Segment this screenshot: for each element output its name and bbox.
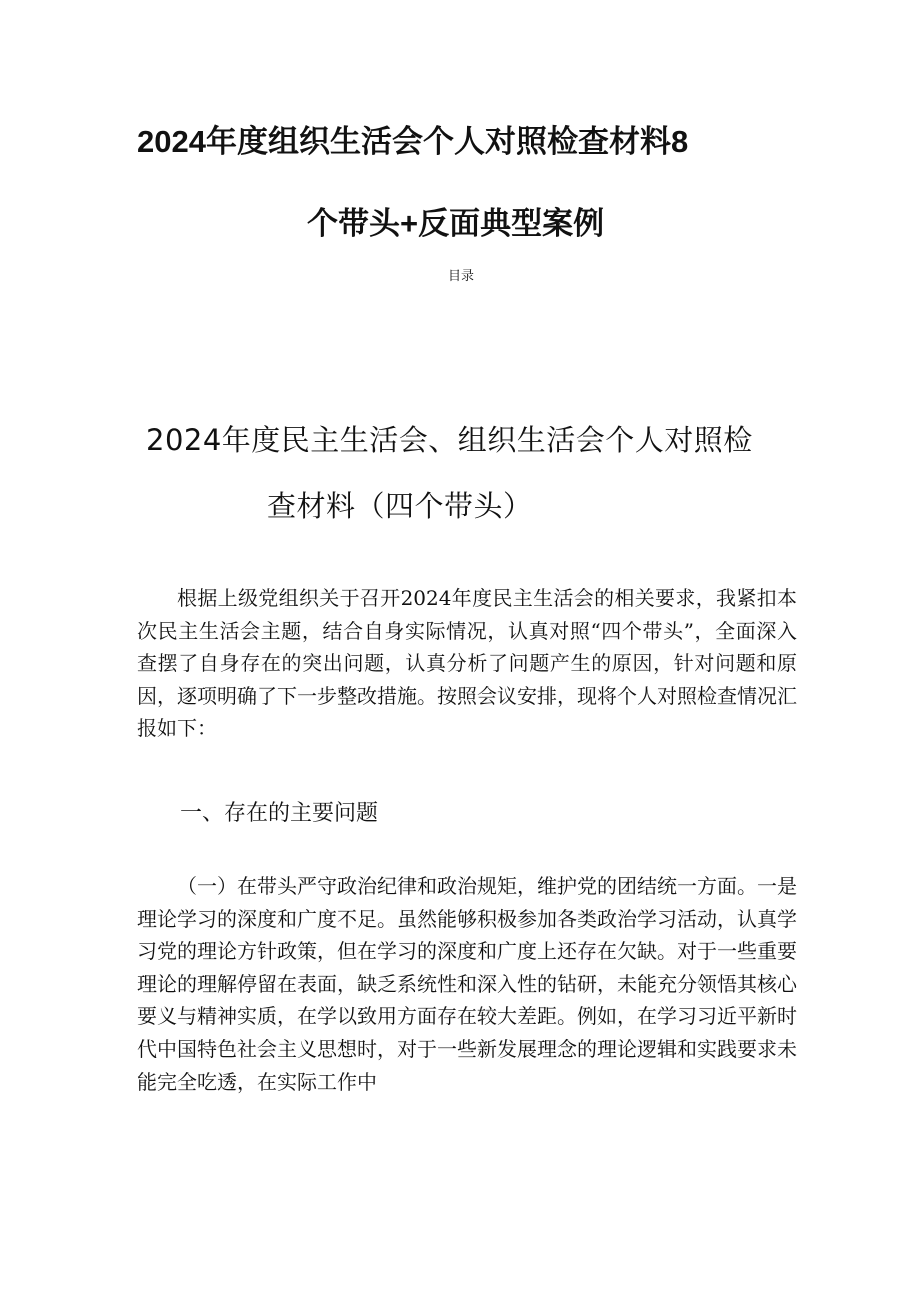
main-title-line-1: 2024年度组织生活会个人对照检查材料8 xyxy=(137,124,689,159)
main-title-line-2: 个带头+反面典型案例 xyxy=(307,206,605,241)
section-heading: 一、存在的主要问题 xyxy=(180,801,379,826)
sub-title-line-2: 查材料（四个带头） xyxy=(267,489,533,523)
sub-title-line-1: 2024年度民主生活会、组织生活会个人对照检 xyxy=(146,423,753,457)
table-of-contents-label: 目录 xyxy=(448,269,475,284)
section-paragraph: （一）在带头严守政治纪律和政治规矩，维护党的团结统一方面。一是理论学习的深度和广度不足。虽然能够积极参加各类政治学习活动，认真学习党的理论方针政策，但在学习的深度和广度上还存在欠缺。对于一些重要理论的理解停留在表面，缺乏系统性和深入性的钻研，未能充分领悟其核心要义与精神实质，在学以致用方面存在较大差距。例如，在学习习近平新时代中国特色社会主义思想时，对于一些新发展理念的理论逻辑和实践要求未能完全吃透，在实际工作中 xyxy=(137,874,797,1094)
intro-paragraph: 根据上级党组织关于召开2024年度民主生活会的相关要求，我紧扣本次民主生活会主题，结合自身实际情况，认真对照“四个带头”，全面深入查摆了自身存在的突出问题，认真分析了问题产生的原因，针对问题和原因，逐项明确了下一步整改措施。按照会议安排，现将个人对照检查情况汇报如下： xyxy=(137,586,797,741)
